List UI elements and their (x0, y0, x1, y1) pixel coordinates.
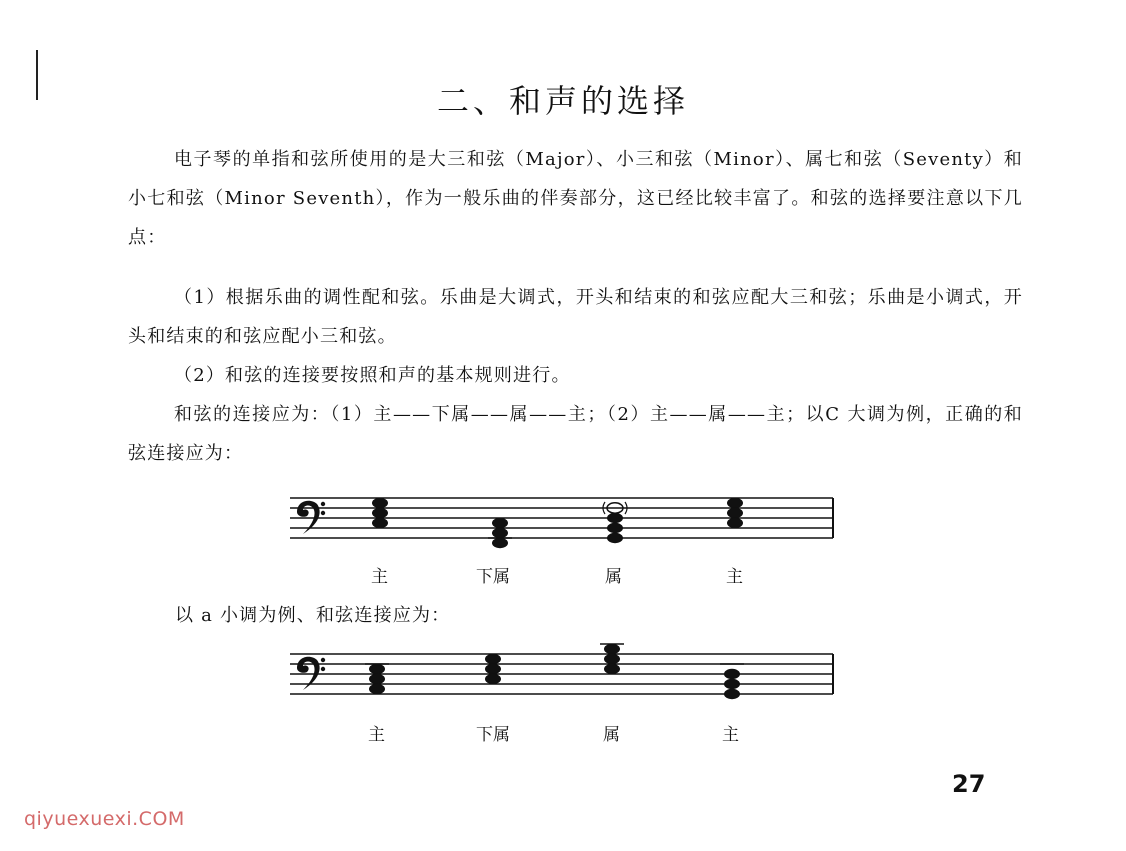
chord-tonic-end (727, 498, 743, 528)
c-major-label-tonic: 主 (371, 567, 388, 587)
c-major-label-tonic-end: 主 (726, 567, 743, 587)
chord-dominant (600, 644, 624, 674)
chord-subdominant (488, 518, 512, 548)
point-1-paragraph: （1）根据乐曲的调性配和弦。乐曲是大调式，开头和结束的和弦应配大三和弦；乐曲是小调式，开头和结束的和弦应配小三和弦。 (128, 287, 1023, 347)
page-number: 27 (952, 770, 986, 798)
a-minor-caption: 以 a 小调为例、和弦连接应为： (175, 605, 451, 626)
page-title: 二、和声的选择 (436, 82, 689, 121)
watermark-text: qiyuexuexi.COM (24, 808, 185, 830)
a-minor-label-subdominant: 下属 (476, 725, 510, 745)
c-major-staff (285, 490, 845, 550)
intro-paragraph: 电子琴的单指和弦所使用的是大三和弦（Major）、小三和弦（Minor）、属七和弦（Seventy）和小七和弦（Minor Seventh），作为一般乐曲的伴奏部分，这已经比较丰富了。和弦的选择要注意以下几点： (128, 149, 1023, 248)
a-minor-label-tonic: 主 (368, 725, 385, 745)
a-minor-label-tonic-end: 主 (722, 725, 739, 745)
chord-subdominant (485, 654, 501, 684)
point-2-paragraph: （2）和弦的连接要按照和声的基本规则进行。 (174, 365, 571, 386)
c-major-label-subdominant: 下属 (476, 567, 510, 587)
c-major-label-dominant: 属 (605, 567, 622, 587)
a-minor-label-dominant: 属 (603, 725, 620, 745)
chord-tonic (372, 498, 388, 528)
progression-paragraph: 和弦的连接应为：（1）主——下属——属——主；（2）主——属——主；以C 大调为例，正确的和弦连接应为： (128, 404, 1023, 464)
a-minor-staff (285, 640, 845, 702)
chord-tonic (365, 664, 389, 694)
